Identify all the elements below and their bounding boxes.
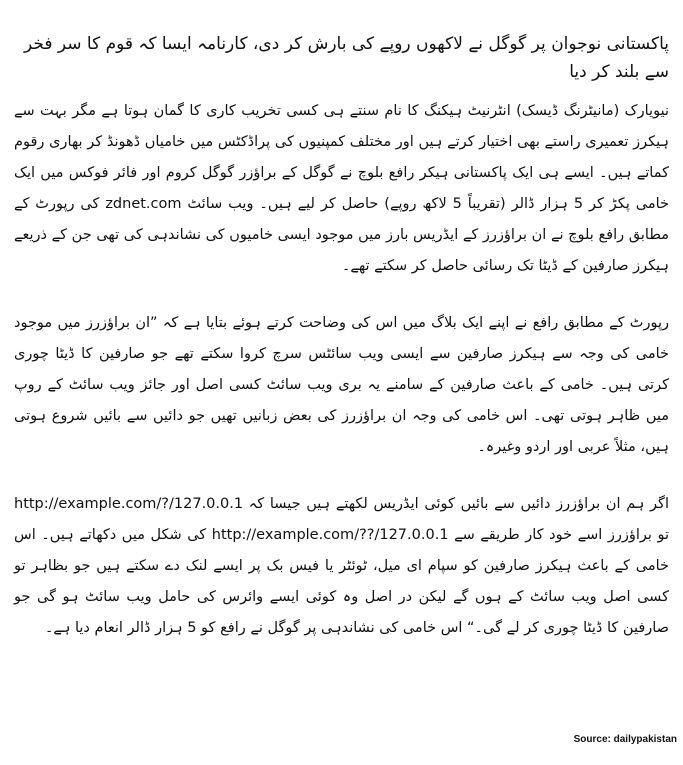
article-paragraph-2: رپورٹ کے مطابق رافع نے اپنے ایک بلاگ میں اس کی وضاحت کرتے ہوئے بتایا ہے کہ ”ان براﺅزرز میں موجود خامی کی وجہ سے ہیکرز صارفین سے ایسی ویب سائٹس سرچ کروا سکتے تھے جو صارفین کا ڈیٹا چوری کرتی ہیں۔ خامی کے باعث صارفین کے سامنے یہ بری ویب سائٹ کسی اصل اور جائز ویب سائٹ کے روپ میں ظاہر ہوتی تھی۔ اس خامی کی وجہ ان براﺅزرز کی بعض زبانیں تھیں جو دائیں سے بائیں شروع ہوتی ہیں، مثلاً عربی اور اردو وغیرہ۔	[14, 315, 669, 455]
article-paragraph-1: نیویارک (مانیٹرنگ ڈیسک) انٹرنیٹ ہیکنگ کا نام سنتے ہی کسی تخریب کاری کا گمان ہوتا ہے مگر بہت سے ہیکرز تعمیری راستے بھی اختیار کرتے ہیں اور مختلف کمپنیوں کی پراڈکٹس میں خامیاں ڈھونڈ کر بھاری رقوم کماتے ہیں۔ ایسے ہی ایک پاکستانی ہیکر رافع بلوچ نے گوگل کے براﺅزر گوگل کروم اور فائر فوکس میں ایک خامی پکڑ کر 5 ہزار ڈالر (تقریباً 5 لاکھ روپے) حاصل کر لیے ہیں۔ ویب سائٹ zdnet.com کی رپورٹ کے مطابق رافع بلوچ نے ان براﺅزرز کے ایڈریس بارز میں موجود ایسی خامیوں کی نشاندہی کی تھی جن کے ذریعے ہیکرز صارفین کے ڈیٹا تک رسائی حاصل کر سکتے تھے۔	[14, 103, 669, 274]
article-paragraph-3: اگر ہم ان براﺅزرز دائیں سے بائیں کوئی ایڈریس لکھتے ہیں جیسا کہ 127.0.0.1/?/http://example.com تو براﺅزرز اسے خود کار طریقے سے 127.0.0.1/??/http://example.com کی شکل میں دکھاتے ہیں۔ اس خامی کے باعث ہیکرز صارفین کو سپام ای میل، ٹوئٹر یا فیس بک پر ایسے لنک دے سکتے ہیں جو بظاہر تو کسی اصل ویب سائٹ کے ہوں گے لیکن در اصل وہ کوئی ایسے وائرس کی حامل ویب سائٹ ہو گی جو صارفین کا ڈیٹا چوری کر لے گی۔“ اس خامی کی نشاندہی پر گوگل نے رافع کو 5 ہزار ڈالر انعام دیا ہے۔	[14, 496, 669, 636]
source-credit: Source: dailypakistan	[573, 734, 677, 745]
article	[14, 8, 669, 757]
article-headline: پاکستانی نوجوان پر گوگل نے لاکھوں روپے کی بارش کر دی، کارنامہ ایسا کہ قوم کا سر فخر سے بلند کر دیا	[23, 34, 669, 82]
